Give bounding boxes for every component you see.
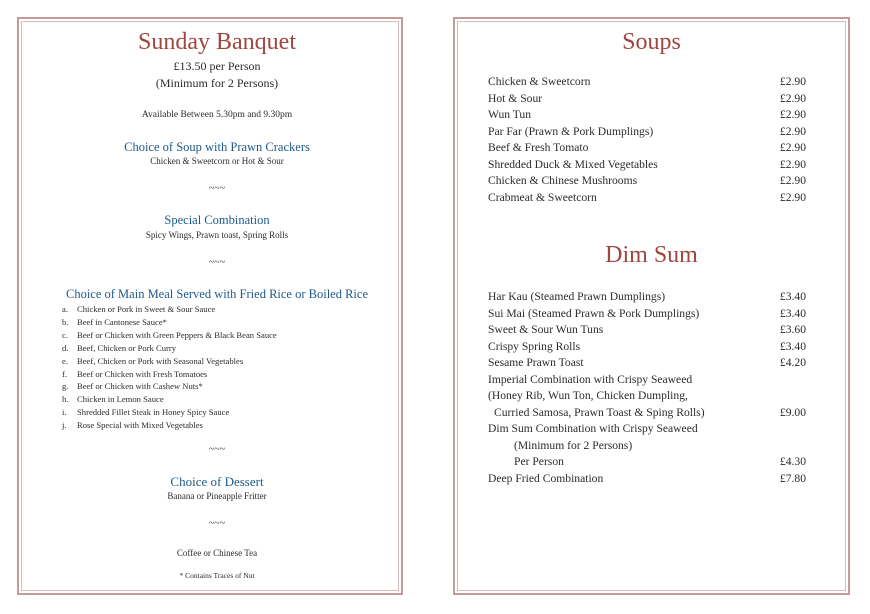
separator: ~~~ [208, 444, 226, 455]
list-item: e. Beef, Chicken or Pork with Seasonal Vegetables [62, 355, 244, 366]
list-item: d. Beef, Chicken or Pork Curry [62, 342, 177, 353]
special-heading: Special Combination [164, 213, 270, 227]
list-item: a. Chicken or Pork in Sweet & Sour Sauce [62, 304, 216, 314]
separator: ~~~ [208, 518, 226, 529]
list-item: c. Beef or Chicken with Green Peppers & Black Bean Sauce [62, 329, 277, 340]
list-item: f. Beef or Chicken with Fresh Tomatoes [62, 368, 208, 379]
main-heading: Choice of Main Meal Served with Fried Rice or Boiled Rice [65, 287, 368, 301]
special-items: Spicy Wings, Prawn toast, Spring Rolls [145, 230, 289, 240]
separator: ~~~ [208, 257, 226, 268]
soup-options: Chicken & Sweetcorn or Hot & Sour [150, 156, 284, 166]
list-item: h. Chicken in Lemon Sauce [62, 394, 164, 405]
list-item: g. Beef or Chicken with Cashew Nuts* [62, 381, 203, 392]
banquet-title: Sunday Banquet [138, 29, 296, 55]
soups-title: Soups [622, 29, 681, 55]
drinks: Coffee or Chinese Tea [176, 548, 258, 558]
dessert-heading: Choice of Dessert [170, 474, 264, 489]
banquet-availability: Available Between 5.30pm and 9.30pm [141, 110, 293, 120]
soup-heading: Choice of Soup with Prawn Crackers [124, 140, 310, 154]
banquet-price: £13.50 per Person [173, 59, 261, 73]
separator: ~~~ [208, 183, 226, 194]
list-item: b. Beef in Cantonese Sauce* [62, 316, 167, 327]
list-item: j. Rose Special with Mixed Vegetables [62, 420, 203, 431]
mains-list [62, 303, 277, 432]
dimsum-title: Dim Sum [605, 242, 698, 268]
list-item: i. Shredded Fillet Steak in Honey Spicy Sauce [62, 407, 230, 418]
banquet-minimum: (Minimum for 2 Persons) [155, 76, 279, 90]
dessert-options: Banana or Pineapple Fritter [167, 491, 267, 501]
footnote: * Contains Traces of Nut [179, 571, 255, 580]
